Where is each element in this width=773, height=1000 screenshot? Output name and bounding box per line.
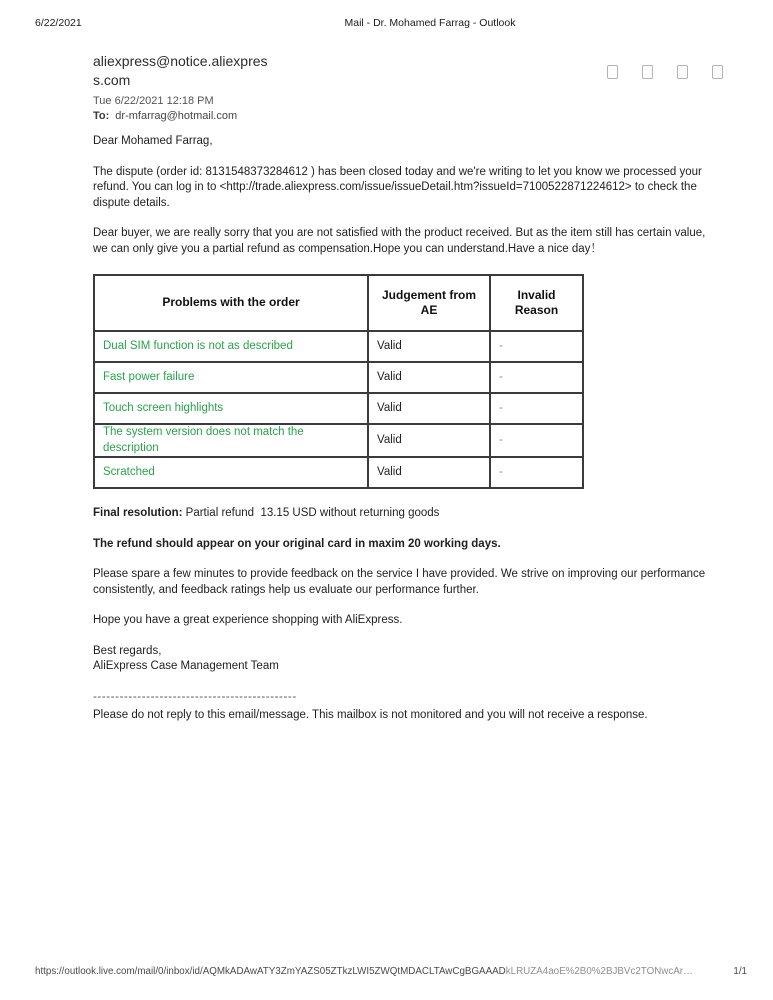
print-page-number: 1/1 [733,966,747,977]
problem-cell: Fast power failure [94,362,368,393]
closing-paragraph: Hope you have a great experience shopping with AliExpress. [93,614,403,626]
apology-paragraph: Dear buyer, we are really sorry that you are not satisfied with the product received. But as the item still has certain value, we can only give you a partial refund as compensation.Hope you can understand.Have a nice day！ [93,227,709,255]
problem-cell: The system version does not match the description [94,424,368,457]
greeting: Dear Mohamed Farrag, [93,135,213,147]
email-header [93,52,268,124]
sender-address-line2: s.com [93,71,131,88]
table-header-row [94,275,583,331]
judgement-cell: Valid [368,424,490,457]
table-row [94,362,583,393]
print-header-title: Mail - Dr. Mohamed Farrag - Outlook [344,17,516,29]
header-action-icons [607,65,723,79]
final-resolution-text: Partial refund 13.15 USD without returning goods [182,507,440,519]
sender-address-line1: aliexpress@notice.aliexpres [93,53,268,69]
dispute-table [93,274,584,489]
to-address: dr-mfarrag@hotmail.com [115,110,238,122]
to-label: To: [93,110,110,122]
placeholder-icon[interactable] [642,65,653,79]
judgement-cell: Valid [368,331,490,362]
table-row [94,331,583,362]
placeholder-icon[interactable] [712,65,723,79]
invalid-reason-cell: - [490,393,583,424]
signoff-regards: Best regards, [93,644,162,657]
problem-cell: Scratched [94,457,368,488]
invalid-reason-cell: - [490,424,583,457]
feedback-paragraph: Please spare a few minutes to provide feedback on the service I have provided. We strive on improving our performance consistently, and feedback ratings help us evaluate our performance further. [93,568,709,596]
judgement-cell: Valid [368,457,490,488]
print-header-date: 6/22/2021 [35,17,82,29]
invalid-reason-cell: - [490,457,583,488]
signoff-team: AliExpress Case Management Team [93,660,279,672]
footer-url-faded: kLRUZA4aoE%2B0%2BJBVc2TONwcAr… [505,966,693,977]
col-header-problems: Problems with the order [94,275,368,331]
final-resolution-line [93,506,716,522]
col-header-judgement: Judgement from AE [368,275,490,331]
final-resolution-label: Final resolution: [93,507,183,519]
dispute-paragraph: The dispute (order id: 8131548373284612 ) has been closed today and we're writing to let you know we processed your refund. You can log in to <http://trade.aliexpress.com/issue/issueDetail.htm?issueId=7100522871224612> to check the dispute details. [93,165,706,209]
placeholder-icon[interactable] [677,65,688,79]
footer-url-main: https://outlook.live.com/mail/0/inbox/id/AQMkADAwATY3ZmYAZS05ZTkzLWI5ZWQtMDACLTAwCgBGAAAD [35,966,506,977]
col-header-invalid-reason: Invalid Reason [490,275,583,331]
email-date: Tue 6/22/2021 12:18 PM [93,95,214,107]
dashed-divider: ---------------------------------------------- [93,690,297,703]
signoff [93,644,716,675]
noreply-notice: Please do not reply to this email/message. This mailbox is not monitored and you will not receive a response. [93,709,648,721]
judgement-cell: Valid [368,362,490,393]
judgement-cell: Valid [368,393,490,424]
refund-notice: The refund should appear on your original card in maxim 20 working days. [93,537,501,550]
email-body [93,134,716,724]
placeholder-icon[interactable] [607,65,618,79]
invalid-reason-cell: - [490,331,583,362]
table-row [94,424,583,457]
table-row [94,457,583,488]
table-row [94,393,583,424]
problem-cell: Touch screen highlights [94,393,368,424]
email-to-line [93,109,268,124]
print-footer-url [35,966,693,977]
invalid-reason-cell: - [490,362,583,393]
problem-cell: Dual SIM function is not as described [94,331,368,362]
